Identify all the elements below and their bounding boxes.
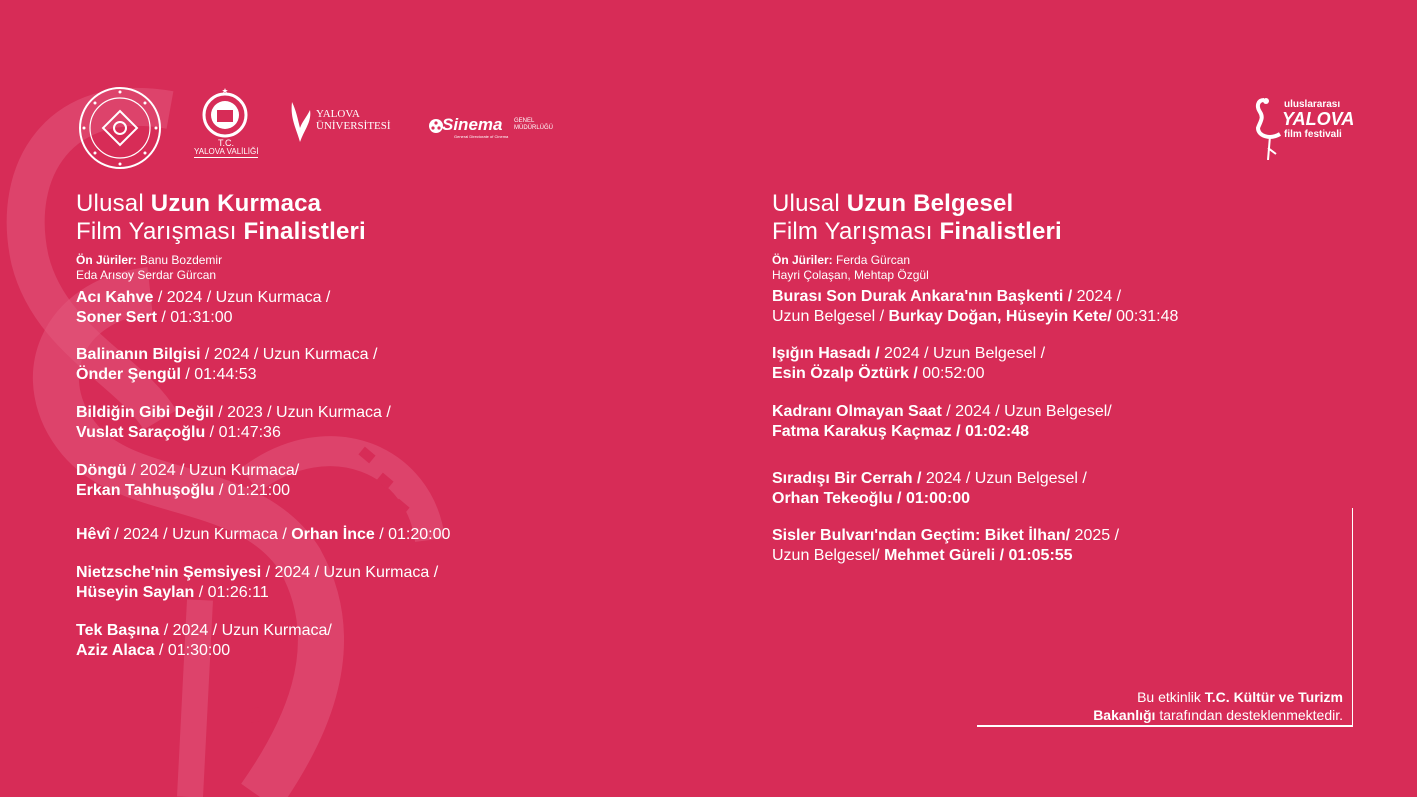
fiction-entry: Bildiğin Gibi Değil / 2023 / Uzun Kurmaca / Vuslat Saraçoğlu / 01:47:36: [76, 404, 391, 441]
fiction-entry: Balinanın Bilgisi / 2024 / Uzun Kurmaca / Önder Şengül / 01:44:53: [76, 346, 378, 383]
university-logo: [288, 100, 403, 144]
sinema-name: Sinema: [442, 115, 503, 134]
fiction-entry: Hêvî / 2024 / Uzun Kurmaca / Orhan İnce / 01:20:00: [76, 526, 451, 543]
documentary-entry: Sıradışı Bir Cerrah / 2024 / Uzun Belgesel / Orhan Tekeoğlu / 01:00:00: [772, 470, 1087, 507]
fiction-title: Ulusal Uzun Kurmaca Film Yarışması Finalistleri: [76, 190, 366, 245]
university-line1: YALOVA: [316, 108, 360, 120]
frame-horizontal-divider: [977, 725, 1353, 727]
frame-vertical-divider: [1352, 508, 1353, 727]
documentary-finalists-section: [772, 190, 1372, 564]
university-line2: ÜNİVERSİTESİ: [316, 120, 391, 132]
fiction-jury: Ön Jüriler: Banu Bozdemir Eda Arısoy Serdar Gürcan: [76, 253, 223, 282]
fiction-finalists-section: [76, 190, 676, 659]
sponsor-logos: [78, 86, 558, 170]
festival-line3: film festivali: [1284, 129, 1342, 140]
crescent-star-icon: [200, 86, 250, 138]
valilik-logo: [194, 86, 259, 158]
fiction-entry: Nietzsche'nin Şemsiyesi / 2024 / Uzun Kurmaca / Hüseyin Saylan / 01:26:11: [76, 564, 439, 601]
valilik-line1: T.C.: [218, 138, 235, 148]
sinema-logo: [428, 112, 553, 146]
documentary-entry: Kadranı Olmayan Saat / 2024 / Uzun Belgesel/ Fatma Karakuş Kaçmaz / 01:02:48: [772, 403, 1112, 440]
documentary-entry: Burası Son Durak Ankara'nın Başkenti / 2024 / Uzun Belgesel / Burkay Doğan, Hüseyin Kete/ 00:31:48: [772, 288, 1179, 325]
festival-line1: uluslararası: [1284, 99, 1341, 110]
documentary-entry: Işığın Hasadı / 2024 / Uzun Belgesel / Esin Özalp Öztürk / 00:52:00: [772, 345, 1046, 382]
fiction-entry: Döngü / 2024 / Uzun Kurmaca/ Erkan Tahhuşoğlu / 01:21:00: [76, 462, 300, 499]
festival-line2: YALOVA: [1282, 109, 1355, 129]
documentary-entry: Sisler Bulvarı'ndan Geçtim: Biket İlhan/ 2025 / Uzun Belgesel/ Mehmet Güreli / 01:05:55: [772, 527, 1120, 564]
fiction-entry: Acı Kahve / 2024 / Uzun Kurmaca / Soner Sert / 01:31:00: [76, 289, 331, 326]
support-note: Bu etkinlik T.C. Kültür ve Turizm Bakanlığı tarafından desteklenmektedir.: [1093, 689, 1343, 723]
valilik-line2: YALOVA VALİLİĞİ: [194, 147, 259, 156]
ministry-seal-icon: [78, 86, 162, 170]
sinema-sub1: GENEL: [514, 118, 535, 124]
festival-logo: [1254, 96, 1358, 162]
sinema-caption: General Directorate of Cinema: [454, 134, 509, 139]
university-leaf-icon: [288, 100, 314, 144]
documentary-title: Ulusal Uzun Belgesel Film Yarışması Finalistleri: [772, 190, 1062, 245]
fiction-entry: Tek Başına / 2024 / Uzun Kurmaca/ Aziz Alaca / 01:30:00: [76, 622, 332, 659]
documentary-jury: Ön Jüriler: Ferda Gürcan Hayri Çolaşan, Mehtap Özgül: [772, 253, 929, 282]
sinema-sub2: MÜDÜRLÜĞÜ: [514, 125, 553, 131]
